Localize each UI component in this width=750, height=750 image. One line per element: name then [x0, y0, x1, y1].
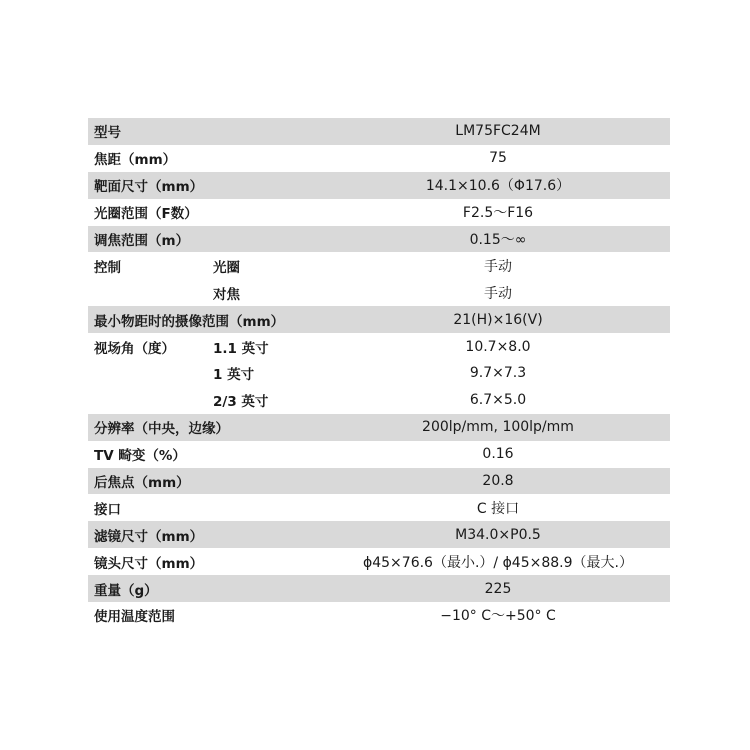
spec-value: C 接口 — [476, 500, 520, 517]
spec-row — [88, 441, 670, 468]
spec-row — [88, 360, 670, 387]
spec-label-cell — [88, 279, 326, 306]
spec-value: 225 — [484, 580, 512, 597]
spec-row — [88, 548, 670, 575]
spec-label: 光圈范围（F数） — [94, 206, 198, 223]
spec-label-cell — [88, 387, 326, 414]
spec-value: ϕ45×76.6（最小.）/ ϕ45×88.9（最大.） — [363, 554, 633, 571]
spec-label: 使用温度范围 — [94, 609, 175, 626]
spec-label-cell — [88, 602, 326, 629]
spec-row — [88, 387, 670, 414]
spec-label: 滤镜尺寸（mm） — [94, 528, 204, 545]
spec-label-cell — [88, 548, 326, 575]
spec-label-cell — [88, 360, 326, 387]
spec-value: 75 — [489, 150, 507, 167]
spec-label: 焦距（mm） — [94, 152, 177, 169]
spec-label: 重量（g） — [94, 582, 158, 599]
spec-value: F2.5～F16 — [462, 205, 534, 222]
spec-label-cell — [88, 199, 326, 226]
spec-label: 镜头尺寸（mm） — [94, 555, 204, 572]
spec-value: 9.7×7.3 — [469, 365, 527, 382]
spec-row — [88, 199, 670, 226]
spec-value: LM75FC24M — [455, 123, 541, 140]
spec-table — [88, 118, 670, 629]
spec-label: 调焦范围（m） — [94, 233, 190, 249]
spec-value: 手动 — [484, 258, 512, 275]
spec-value: 手动 — [484, 285, 512, 302]
spec-value: 0.16 — [482, 446, 514, 463]
spec-row — [88, 494, 670, 521]
spec-value: 14.1×10.6（Φ17.6） — [425, 178, 571, 195]
spec-sublabel: 对焦 — [213, 286, 240, 303]
spec-row — [88, 118, 670, 145]
spec-label-cell — [88, 252, 326, 279]
spec-value: 200lp/mm, 100lp/mm — [422, 419, 574, 436]
spec-row — [88, 252, 670, 279]
spec-sublabel: 1.1 英寸 — [213, 340, 269, 357]
spec-label: 型号 — [94, 125, 121, 142]
spec-label-cell — [88, 226, 326, 253]
spec-row — [88, 575, 670, 602]
spec-sublabel: 光圈 — [213, 259, 240, 276]
spec-label: 后焦点（mm） — [94, 475, 190, 492]
spec-label-cell — [88, 306, 326, 333]
spec-label-cell — [88, 521, 326, 548]
spec-label: 最小物距时的摄像范围（mm） — [94, 313, 285, 330]
spec-label-cell — [88, 118, 326, 145]
spec-value: 20.8 — [482, 473, 514, 490]
spec-value: −10° C～+50° C — [440, 608, 556, 625]
spec-row — [88, 521, 670, 548]
spec-row — [88, 172, 670, 199]
spec-sublabel: 1 英寸 — [213, 367, 255, 384]
spec-label-cell — [88, 172, 326, 199]
spec-label-cell — [88, 494, 326, 521]
spec-label-cell — [88, 441, 326, 468]
spec-rows — [88, 118, 670, 629]
spec-row — [88, 226, 670, 253]
spec-label-cell — [88, 333, 326, 360]
spec-label: 靶面尺寸（mm） — [94, 179, 204, 196]
spec-label: 视场角（度） — [94, 340, 175, 357]
spec-label-cell — [88, 414, 326, 441]
spec-value: 6.7×5.0 — [469, 392, 527, 409]
spec-row — [88, 414, 670, 441]
spec-row — [88, 333, 670, 360]
spec-value: 0.15～∞ — [469, 232, 527, 248]
spec-label-cell — [88, 145, 326, 172]
spec-value: M34.0×P0.5 — [455, 526, 541, 543]
spec-value: 21(H)×16(V) — [453, 311, 543, 328]
spec-label: 分辨率（中央，边缘） — [94, 421, 229, 438]
spec-label: TV 畸变（%） — [94, 448, 186, 465]
spec-label: 接口 — [94, 501, 121, 518]
spec-row — [88, 279, 670, 306]
spec-row — [88, 602, 670, 629]
spec-label-cell — [88, 575, 326, 602]
spec-row — [88, 306, 670, 333]
spec-label: 控制 — [94, 259, 121, 276]
spec-row — [88, 145, 670, 172]
spec-label-cell — [88, 468, 326, 495]
spec-value: 10.7×8.0 — [465, 338, 531, 355]
spec-row — [88, 468, 670, 495]
spec-sublabel: 2/3 英寸 — [213, 394, 269, 411]
